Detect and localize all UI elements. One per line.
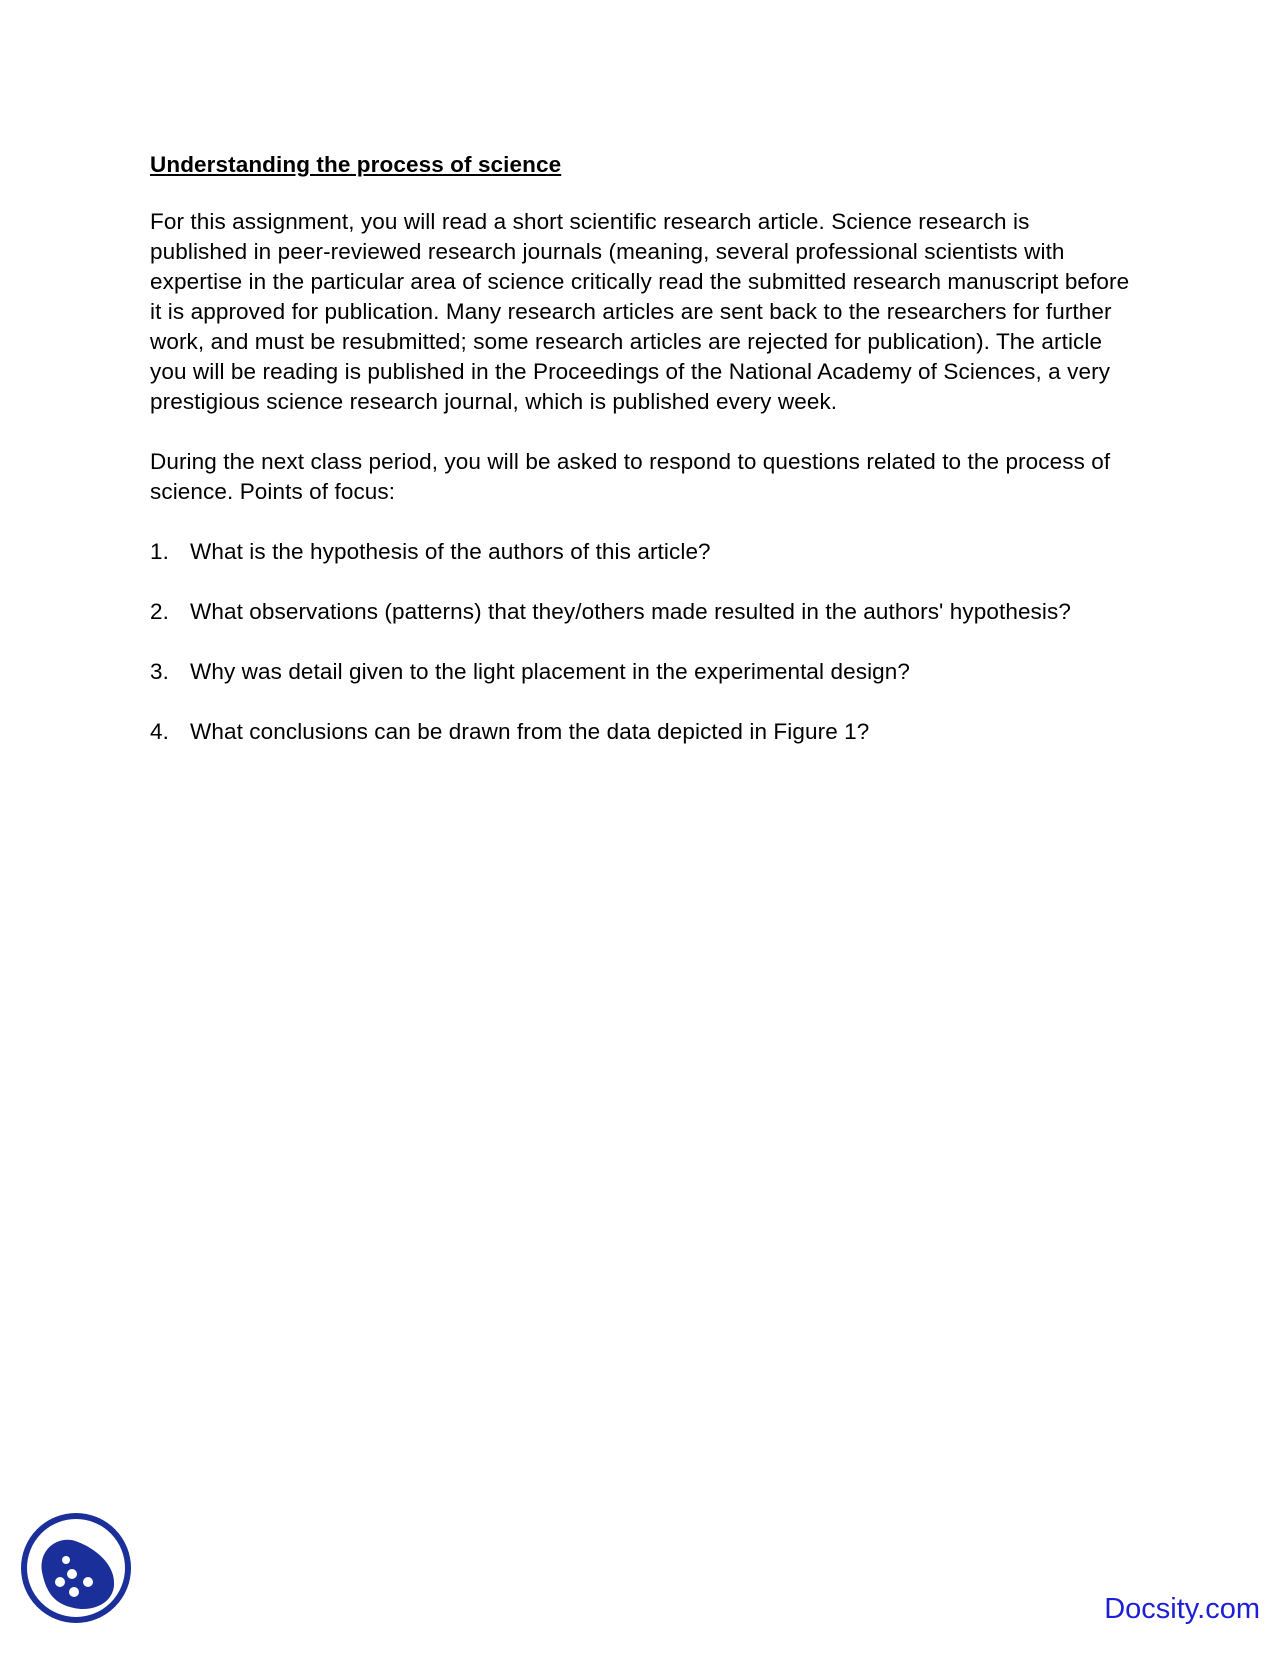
question-item [150, 597, 1130, 627]
question-text: What observations (patterns) that they/others made resulted in the authors' hypothesis? [190, 599, 1071, 624]
docsity-brand-link[interactable]: Docsity.com [1104, 1593, 1260, 1625]
document-content [150, 150, 1130, 777]
question-number: 3. [150, 659, 169, 684]
focus-paragraph: During the next class period, you will be asked to respond to questions related to the process of science. Points of focus: [150, 449, 1111, 504]
logo-graphic [20, 1512, 132, 1624]
question-number: 1. [150, 539, 169, 564]
question-number: 2. [150, 599, 169, 624]
question-list [150, 537, 1130, 747]
question-item [150, 657, 1130, 687]
question-item [150, 717, 1130, 747]
document-title: Understanding the process of science [150, 152, 562, 177]
question-text: Why was detail given to the light placement in the experimental design? [190, 659, 911, 684]
question-item [150, 537, 1130, 567]
question-text: What is the hypothesis of the authors of this article? [190, 539, 711, 564]
docsity-logo-icon[interactable] [20, 1512, 132, 1624]
question-text: What conclusions can be drawn from the data depicted in Figure 1? [190, 719, 870, 744]
intro-paragraph: For this assignment, you will read a short scientific research article. Science research is published in peer-reviewed research journals (meaning, several professional scientists with expertise in the particular area of science critically read the submitted research manuscript before it is approved for publication. Many research articles are sent back to the researchers for further work, and must be resubmitted; some research articles are rejected for publication). The article you will be reading is published in the Proceedings of the National Academy of Sciences, a very prestigious science research journal, which is published every week. [150, 209, 1130, 414]
question-number: 4. [150, 719, 169, 744]
